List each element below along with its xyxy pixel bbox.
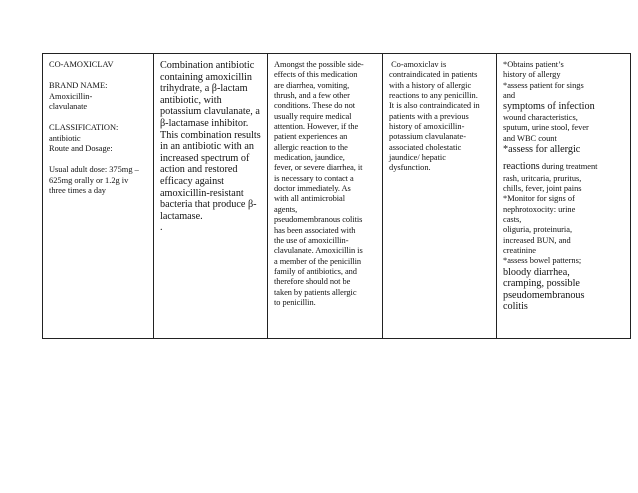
drug-name: CO-AMOXICLAV bbox=[49, 60, 114, 69]
mechanism-line: bacteria that produce β- bbox=[160, 199, 257, 211]
dosage-text: 625mg orally or 1.2g iv bbox=[49, 175, 129, 185]
mechanism-line: . bbox=[160, 222, 163, 234]
side-effects-line: has been associated with bbox=[274, 225, 356, 235]
side-effects-line: clavulanate. Amoxicillin is bbox=[274, 246, 363, 256]
contraindication-line: patients with a previous bbox=[389, 111, 469, 121]
contraindication-line: associated cholestatic bbox=[389, 142, 462, 152]
drug-name-cell bbox=[43, 54, 154, 339]
mechanism-line: efficacy against bbox=[160, 175, 225, 187]
nursing-line: creatinine bbox=[503, 246, 537, 255]
nursing-line: *assess bowel patterns; bbox=[503, 256, 582, 266]
mechanism-line: trihydrate, a β-lactam bbox=[160, 83, 248, 95]
side-effects-line: with all antimicrobial bbox=[274, 194, 345, 204]
side-effects-line: medication, jaundice, bbox=[274, 153, 345, 163]
mechanism-line: This combination results bbox=[160, 129, 261, 141]
nursing-line: increased BUN, and bbox=[503, 235, 571, 245]
nursing-line: *assess for allergic bbox=[503, 144, 581, 155]
side-effects-line: to penicillin. bbox=[274, 297, 316, 307]
side-effects-line: therefore should not be bbox=[274, 277, 351, 287]
side-effects-text bbox=[274, 60, 379, 308]
nursing-line: history of allergy bbox=[503, 70, 561, 80]
brand-name-value: clavulanate bbox=[49, 102, 88, 112]
mechanism-line: containing amoxicillin bbox=[160, 71, 252, 83]
contraindications-cell bbox=[383, 54, 497, 339]
nursing-line-part: during treatment bbox=[539, 161, 598, 171]
side-effects-line: the use of amoxicillin- bbox=[274, 235, 349, 245]
contraindications-text bbox=[389, 60, 493, 174]
mechanism-line: in an antibiotic with an bbox=[160, 141, 254, 153]
side-effects-line: patient experiences an bbox=[274, 132, 348, 142]
side-effects-line: a member of the penicillin bbox=[274, 256, 362, 266]
contraindication-line: contraindicated in patients bbox=[389, 70, 478, 80]
drug-study-table bbox=[42, 53, 631, 339]
nursing-line: sputum, urine stool, fever bbox=[503, 123, 589, 133]
mechanism-line: action and restored bbox=[160, 164, 238, 176]
route-dosage-label: Route and Dosage: bbox=[49, 144, 113, 154]
side-effects-line: thrush, and a few other bbox=[274, 91, 350, 101]
nursing-line: cramping, possible bbox=[503, 278, 580, 290]
dosage-text: three times a day bbox=[49, 186, 106, 196]
contraindication-line: with a history of allergic bbox=[389, 80, 472, 90]
nursing-line: *assess patient for sings bbox=[503, 80, 584, 90]
side-effects-cell bbox=[268, 54, 383, 339]
dosage-text: Usual adult dose: 375mg – bbox=[49, 165, 139, 175]
side-effects-line: are diarrhea, vomiting, bbox=[274, 80, 350, 90]
nursing-line: and WBC count bbox=[503, 133, 557, 143]
nursing-line: nephrotoxocity: urine bbox=[503, 204, 576, 214]
nursing-line: symptoms of infection bbox=[503, 101, 595, 113]
side-effects-line: attention. However, if the bbox=[274, 122, 359, 132]
classification-label: CLASSIFICATION: bbox=[49, 123, 119, 133]
side-effects-line: doctor immediately. As bbox=[274, 184, 351, 194]
brand-name-label: BRAND NAME: bbox=[49, 81, 108, 91]
side-effects-line: taken by patients allergic bbox=[274, 287, 357, 297]
side-effects-line: fever, or severe diarrhea, it bbox=[274, 163, 363, 173]
nursing-line: wound characteristics, bbox=[503, 112, 578, 122]
contraindication-line: dysfunction. bbox=[389, 163, 431, 173]
nursing-responsibilities-cell bbox=[497, 54, 631, 339]
side-effects-line: effects of this medication bbox=[274, 70, 358, 80]
side-effects-line: Amongst the possible side- bbox=[274, 60, 364, 69]
contraindication-line: Co-amoxiclav is bbox=[389, 60, 447, 69]
contraindication-line: history of amoxicillin- bbox=[389, 122, 465, 132]
mechanism-line: potassium clavulanate, a bbox=[160, 106, 260, 118]
nursing-line: *Monitor for signs of bbox=[503, 194, 575, 204]
nursing-line: bloody diarrhea, bbox=[503, 266, 570, 278]
nursing-line: rash, uritcaria, pruritus, bbox=[503, 173, 582, 183]
mechanism-line: antibiotic, with bbox=[160, 94, 222, 106]
nursing-line: casts, bbox=[503, 214, 522, 224]
side-effects-line: pseudomembranous colitis bbox=[274, 215, 363, 225]
mechanism-line: increased spectrum of bbox=[160, 152, 250, 164]
nursing-line: oliguria, proteinuria, bbox=[503, 225, 573, 235]
nursing-line: *Obtains patient’s bbox=[503, 60, 564, 69]
contraindication-line: potassium clavulanate- bbox=[389, 132, 466, 142]
mechanism-line: Combination antibiotic bbox=[160, 60, 255, 71]
mechanism-line: amoxicillin-resistant bbox=[160, 187, 244, 199]
nursing-line: colitis bbox=[503, 301, 528, 313]
mechanism-line: β-lactamase inhibitor. bbox=[160, 117, 249, 129]
classification-value: antibiotic bbox=[49, 133, 81, 143]
brand-name-value: Amoxicillin- bbox=[49, 91, 93, 101]
nursing-line: pseudomembranous bbox=[503, 289, 585, 301]
side-effects-line: is necessary to contact a bbox=[274, 173, 354, 183]
side-effects-line: conditions. These do not bbox=[274, 101, 355, 111]
nursing-line: chills, fever, joint pains bbox=[503, 183, 582, 193]
side-effects-line: family of antibiotics, and bbox=[274, 266, 357, 276]
mechanism-cell bbox=[154, 54, 268, 339]
contraindication-line: reactions to any penicillin. bbox=[389, 91, 478, 101]
mechanism-text bbox=[160, 60, 264, 234]
side-effects-line: agents, bbox=[274, 204, 298, 214]
side-effects-line: allergic reaction to the bbox=[274, 142, 348, 152]
nursing-line-part: reactions bbox=[503, 160, 540, 172]
mechanism-line: lactamase. bbox=[160, 210, 203, 222]
contraindication-line: jaundice/ hepatic bbox=[389, 153, 446, 163]
contraindication-line: It is also contraindicated in bbox=[389, 101, 480, 111]
side-effects-line: usually require medical bbox=[274, 111, 352, 121]
table-row bbox=[43, 54, 631, 339]
nursing-line bbox=[503, 156, 627, 174]
nursing-line: and bbox=[503, 91, 516, 101]
